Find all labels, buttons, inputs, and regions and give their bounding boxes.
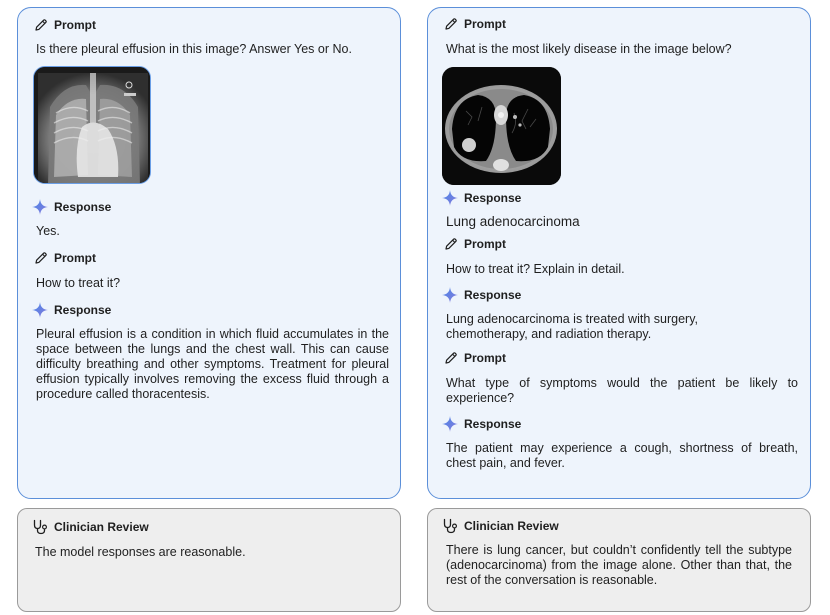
right-prompt1-header: [444, 17, 506, 31]
left-response2-text: Pleural effusion is a condition in which fluid accumulates in the space between the lungs and the chest wall. This can cause difficulty breathing and other symptoms. Treatment for pleural effusion typically involves removing the excess fluid through a procedure called thoracentesis.: [36, 327, 389, 401]
prompt-label: Prompt: [464, 17, 506, 31]
review-label: Clinician Review: [54, 520, 149, 534]
left-response1-header: [32, 199, 111, 215]
response-label: Response: [54, 200, 112, 214]
right-response1-text: Lung adenocarcinoma: [446, 214, 580, 229]
pencil-icon: [34, 18, 48, 32]
right-response3-header: [442, 416, 521, 432]
prompt-label: Prompt: [54, 251, 96, 265]
prompt-label: Prompt: [54, 18, 96, 32]
prompt-label: Prompt: [464, 237, 506, 251]
chest-ct-image: [442, 67, 561, 185]
response-label: Response: [464, 417, 522, 431]
stethoscope-icon: [442, 518, 458, 534]
pencil-icon: [34, 251, 48, 265]
left-response2-header: [32, 302, 111, 318]
left-prompt2-header: [34, 251, 96, 265]
left-review-text: The model responses are reasonable.: [35, 545, 246, 559]
right-response3-text: The patient may experience a cough, shortness of breath, chest pain, and fever.: [446, 441, 798, 470]
review-label: Clinician Review: [464, 519, 559, 533]
left-review-header: [32, 519, 149, 535]
response-label: Response: [54, 303, 112, 317]
right-prompt2-text: How to treat it? Explain in detail.: [446, 262, 625, 276]
right-prompt3-header: [444, 351, 506, 365]
right-prompt1-text: What is the most likely disease in the image below?: [446, 42, 732, 56]
right-prompt3-text: What type of symptoms would the patient be likely to experience?: [446, 376, 798, 405]
chest-xray-image: [33, 66, 151, 184]
pencil-icon: [444, 17, 458, 31]
right-response1-header: [442, 190, 521, 206]
sparkle-icon: [442, 190, 458, 206]
pencil-icon: [444, 237, 458, 251]
right-review-header: [442, 518, 559, 534]
sparkle-icon: [32, 302, 48, 318]
left-prompt1-text: Is there pleural effusion in this image? Answer Yes or No.: [36, 42, 352, 56]
right-prompt2-header: [444, 237, 506, 251]
left-prompt1-header: [34, 18, 96, 32]
sparkle-icon: [32, 199, 48, 215]
right-review-text: There is lung cancer, but couldn’t confidently tell the subtype (adenocarcinoma) from the image alone. Other than that, the rest of the conversation is reasonable.: [446, 543, 792, 587]
left-prompt2-text: How to treat it?: [36, 276, 121, 290]
stethoscope-icon: [32, 519, 48, 535]
sparkle-icon: [442, 287, 458, 303]
response-label: Response: [464, 191, 522, 205]
sparkle-icon: [442, 416, 458, 432]
right-response2-text: Lung adenocarcinoma is treated with surgery, chemotherapy, and radiation therapy.: [446, 312, 698, 341]
response-label: Response: [464, 288, 522, 302]
right-response2-header: [442, 287, 521, 303]
pencil-icon: [444, 351, 458, 365]
prompt-label: Prompt: [464, 351, 506, 365]
left-response1-text: Yes.: [36, 224, 60, 238]
